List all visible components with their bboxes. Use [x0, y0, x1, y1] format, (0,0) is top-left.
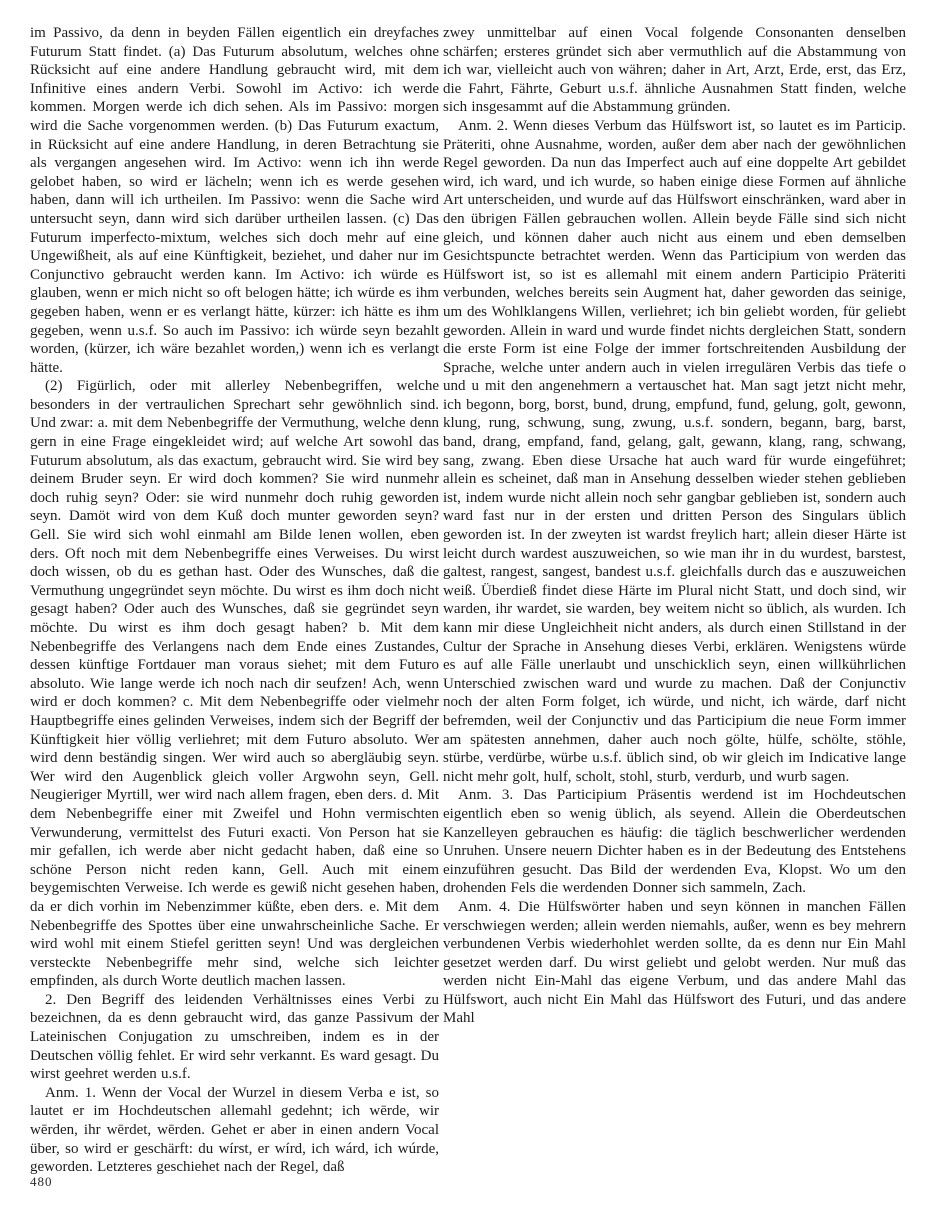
paragraph-passivum: 2. Den Begriff des leidenden Verhältnisses eines Verbi zu bezeichnen, da es denn gebraucht wird, das ganze Passivum der Lateinischen Conjugation zu umschreiben, indem es in der Deutschen völlig fehlet. Er wird sehr verkannt. Es ward gesagt. Du wirst geehret werden u.s.f. [30, 991, 439, 1083]
paragraph-anmerkung-2: Anm. 2. Wenn dieses Verbum das Hülfswort ist, so lautet es im Particip. Präteriti, ohne Ausnahme, worden, außer dem aber nach der gewöhnlichen Regel geworden. Da nun das Imperfect auch auf eine doppelte Art gebildet wird, ich ward, und ich wurde, so haben einige diese Formen auf ähnliche Art unterscheiden, und wurde auf das Hülfswort einschränken, ward aber in den übrigen Fällen gebrauchen wollen. Allein beyde Fälle sind sich nicht gleich, und können daher auch nicht aus einem und eben demselben Gesichtspuncte betrachtet werden. Wenn das Participium von werden das Hülfswort ist, so ist es allemahl mit einem andern Participio Präteriti verbunden, welches bereits sein Augment hat, daher geworden das seinige, um des Wohlklangens Willen, verliehret; ich bin geliebt worden, für geliebt geworden. Allein in ward und wurde findet nichts dergleichen Statt, sondern die erste Form ist eine Folge der immer fortschreitenden Ausbildung der Sprache, welche unter andern auch in vielen irregulären Verbis das tiefe o und u mit den angenehmern a vertauschet hat. Man sagt jetzt nicht mehr, ich begonn, borg, borst, bund, drung, empfund, fund, gelung, golt, gewonn, klung, rung, schwung, sung, zwung, u.s.f. sondern, begann, barg, barst, band, drang, empfand, fand, gelang, galt, gewann, klang, rang, schwang, sang, zwang. Eben diese Ursache hat auch ward für wurde eingeführet; allein es scheinet, daß man in Ansehung desselben wieder stehen geblieben ist, indem wurde nicht allein noch sehr gangbar geblieben ist, sondern auch ward fast nur in der ersten und dritten Person des Singulars üblich geworden ist. In der zweyten ist wardst freylich hart; allein dieser Härte ist leicht durch wardest auszuweichen, so wie man ihr in du wurdest, barstest, galtest, rangest, sangest, bandest u.s.f. gleichfalls durch das e auszuweichen weiß. Überdieß findet diese Härte im Plural nicht Statt, und doch sind, wir warden, ihr wardet, sie warden, bey weitem nicht so üblich, als wurden. Ich kann mir diese Ungleichheit nicht anders, als durch einen Stillstand in der Cultur der Sprache in Ansehung dieses Verbi, erklären. Wenigstens würde es auf alle Fälle unerlaubt und unschicklich seyn, einen willkührlichen Unterschied zwischen ward und wurde zu machen. Daß der Conjunctiv noch der alten Form folget, ich würde, und nicht, ich wärde, darf nicht befremden, weil der Conjunctiv und das Participium die neue Form immer am spätesten annehmen, daher auch noch gölte, hülfe, schölte, stöhle, stürbe, verdürbe, würbe u.s.f. üblich sind, ob wir gleich im Indicative lange nicht mehr golt, hulf, scholt, stohl, sturb, verdurb, und wurb sagen. [443, 117, 906, 785]
left-text-column [30, 24, 439, 1177]
paragraph-anmerkung-3: Anm. 3. Das Participium Präsentis werdend ist im Hochdeutschen eigentlich eben so wenig üblich, als seyend. Allein die Oberdeutschen Kanzelleyen gebrauchen es häufig: die täglich beschwerlicher werdenden Unruhen. Unsere neuern Dichter haben es in der Bedeutung des Entstehens einzuführen gesucht. Das Bild der werdenden Eva, Klopst. Wo um den drohenden Fels die werdenden Donner sich sammeln, Zach. [443, 787, 906, 897]
paragraph-figuerlich: (2) Figürlich, oder mit allerley Nebenbegriffen, welche besonders in der vertraulichen Sprechart sehr gewöhnlich sind. Und zwar: a. mit dem Nebenbegriffe der Vermuthung, welche denn gern in eine Frage eingekleidet wird; auf welche Art sowohl das Futurum absolutum, als das exactum, gebraucht wird. Sie wird bey deinem Bruder seyn. Er wird doch kommen? Sie wird nunmehr doch ruhig seyn? Oder: sie wird nunmehr doch ruhig geworden seyn. Damöt wird von dem Kuß doch munter geworden seyn? Gell. Sie wird sich wohl einmahl am Bilde lenen wollen, eben ders. Oft noch mit dem Nebenbegriffe eines Verweises. Du wirst doch wissen, ob du es gethan hast. Oder des Wunsches, daß die Vermuthung ungegründet seyn möchte. Du wirst es ihm doch nicht gesagt haben? Oder auch des Wunsches, daß sie gegründet seyn möchte. Du wirst es ihm doch gesagt haben? b. Mit dem Nebenbegriffe des Verlangens nach dem Ende eines Zustandes, dessen künftige Fortdauer man voraus siehet; mit dem Futuro absoluto. Wie lange werde ich noch nach dir seufzen! Ach, wenn wird er doch kommen? c. Mit dem Nebenbegriffe oder vielmehr Hauptbegriffe eines gelinden Verweises, indem sich der Begriff der Künftigkeit hier völlig verliehret; mit dem Futuro absoluto. Wer wird denn beständig singen. Wer wird auch so abergläubig seyn. Wer wird den Augenblick gleich voller Argwohn seyn, Gell. Neugieriger Myrtill, wer wird nach allem fragen, eben ders. d. Mit dem Nebenbegriffe einer mit Zweifel und Hohn vermischten Verwunderung, vermittelst des Futuri exacti. Von Person hat sie mir gefallen, ich werde aber nicht gedacht haben, daß eine so schöne Person nicht reden kann, Gell. Auch mit einem beygemischten Verweise. Ich werde es gewiß nicht gesehen haben, da er dich vorhin im Nebenzimmer küßte, eben ders. e. Mit dem Nebenbegriffe des Spottes über eine unwahrscheinliche Sache. Er wird wohl mit einem Stiefel geritten seyn! Und was dergleichen versteckte Nebenbegriffe mehr sind, welche sich leichter empfinden, als durch Worte deutlich machen lassen. [30, 378, 439, 990]
paragraph-anmerkung-1-continuation: zwey unmittelbar auf einen Vocal folgende Consonanten denselben schärfen; ersteres gründet sich aber vermuthlich auf die Abstammung von ich war, vielleicht auch von währen; daher in Art, Arzt, Erde, erst, das Erz, die Fahrt, Fährte, Geburt u.s.f. ähnliche Ausnahmen Statt finden, welche sich insgesammt auf die Abstammung gründen. [443, 25, 906, 116]
paragraph-continuation-futurum: im Passivo, da denn in beyden Fällen eigentlich ein dreyfaches Futurum Statt findet. (a) Das Futurum absolutum, welches ohne Rücksicht auf eine andere Handlung gebraucht wird, mit dem Infinitive eines andern Verbi. Sowohl im Activo: ich werde kommen. Morgen werde ich dich sehen. Als im Passivo: morgen wird die Sache vorgenommen werden. (b) Das Futurum exactum, in Rücksicht auf eine andere Handlung, in deren Betrachtung sie als vergangen angesehen wird. Im Activo: wenn ich ihn werde gelobet haben, so wird er lächeln; wenn ich es werde gesehen haben, dann will ich urtheilen. Im Passivo: wenn die Sache wird untersucht seyn, dann wird sich darüber urtheilen lassen. (c) Das Futurum imperfecto-mixtum, welches sich doch mehr auf eine Ungewißheit, als auf eine Künftigkeit, beziehet, und daher nur im Conjunctivo gebraucht werden kann. Im Activo: ich würde es glauben, wenn er mich nicht so oft belogen hätte; ich würde es ihm gegeben haben, wenn er es verlangt hätte, kürzer: ich hätte es ihm gegeben, wenn u.s.f. So auch im Passivo: ich würde seyn bezahlt worden, (kürzer, ich wäre bezahlet worden,) wenn ich es verlangt hätte. [30, 25, 439, 376]
page-number: 480 [30, 1174, 53, 1189]
paragraph-anmerkung-4: Anm. 4. Die Hülfswörter haben und seyn können in manchen Fällen verschwiegen werden; allein werden niemahls, außer, wenn es bey mehrern verbundenen Verbis wiederhohlet werden sollte, da es denn nur Ein Mahl gesetzet werden darf. Du wirst geliebt und gelobt werden. Nur muß das werden nicht Ein-Mahl das eigene Verbum, und das andere Mahl das Hülfswort, auch nicht Ein Mahl das Hülfswort des Futuri, und das andere Mahl [443, 898, 906, 1027]
right-text-column [443, 24, 906, 1028]
paragraph-anmerkung-1: Anm. 1. Wenn der Vocal der Wurzel in diesem Verba e ist, so lautet er im Hochdeutschen allemahl gedehnt; ich wērde, wir wērden, ihr wērdet, wērden. Gehet er aber in einen andern Vocal über, so wird er geschärft: du wírst, er wírd, ich wárd, ich wúrde, geworden. Letzteres geschiehet nach der Regel, daß [30, 1084, 439, 1176]
